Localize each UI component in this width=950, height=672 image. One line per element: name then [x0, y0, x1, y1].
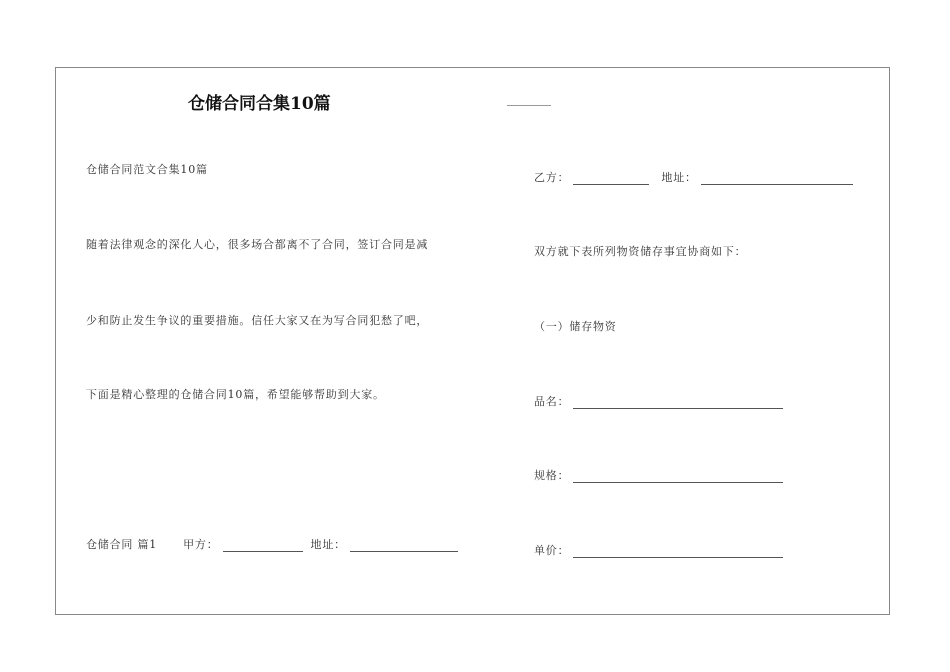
product-name-label: 品名：: [534, 395, 570, 408]
party-b-address-label: 地址：: [661, 171, 697, 184]
party-b-label: 乙方：: [534, 171, 570, 184]
party-a-address-blank: [350, 539, 458, 552]
intro-paragraph-line-1: 随着法律观念的深化人心，很多场合都离不了合同，签订合同是减: [86, 238, 429, 251]
section-heading-storage-goods: （一）储存物资: [534, 320, 617, 333]
unit-price-blank: [573, 545, 783, 558]
contract-1-line: [86, 536, 462, 552]
document-title: 仓储合同合集10篇: [188, 94, 331, 114]
header-rule: [507, 105, 551, 106]
page-border: [55, 67, 890, 615]
party-a-label: 甲方：: [183, 538, 219, 551]
document-subtitle: 仓储合同范文合集10篇: [86, 163, 208, 176]
product-name-line: [534, 393, 787, 409]
party-a-address-label: 地址：: [310, 538, 346, 551]
party-a-blank: [223, 539, 303, 552]
contract-1-heading: 仓储合同 篇1: [86, 538, 158, 551]
spec-blank: [573, 470, 783, 483]
spec-label: 规格：: [534, 469, 570, 482]
agreement-line: 双方就下表所列物资储存事宜协商如下：: [534, 245, 747, 258]
unit-price-label: 单价：: [534, 544, 570, 557]
intro-paragraph-line-3: 下面是精心整理的仓储合同10篇，希望能够帮助到大家。: [86, 388, 385, 401]
party-b-line: [534, 169, 857, 185]
intro-paragraph-line-2: 少和防止发生争议的重要措施。信任大家又在为写合同犯愁了吧，: [86, 314, 429, 327]
unit-price-line: [534, 542, 787, 558]
product-name-blank: [573, 396, 783, 409]
party-b-address-blank: [701, 172, 853, 185]
spec-line: [534, 467, 787, 483]
party-b-blank: [573, 172, 649, 185]
